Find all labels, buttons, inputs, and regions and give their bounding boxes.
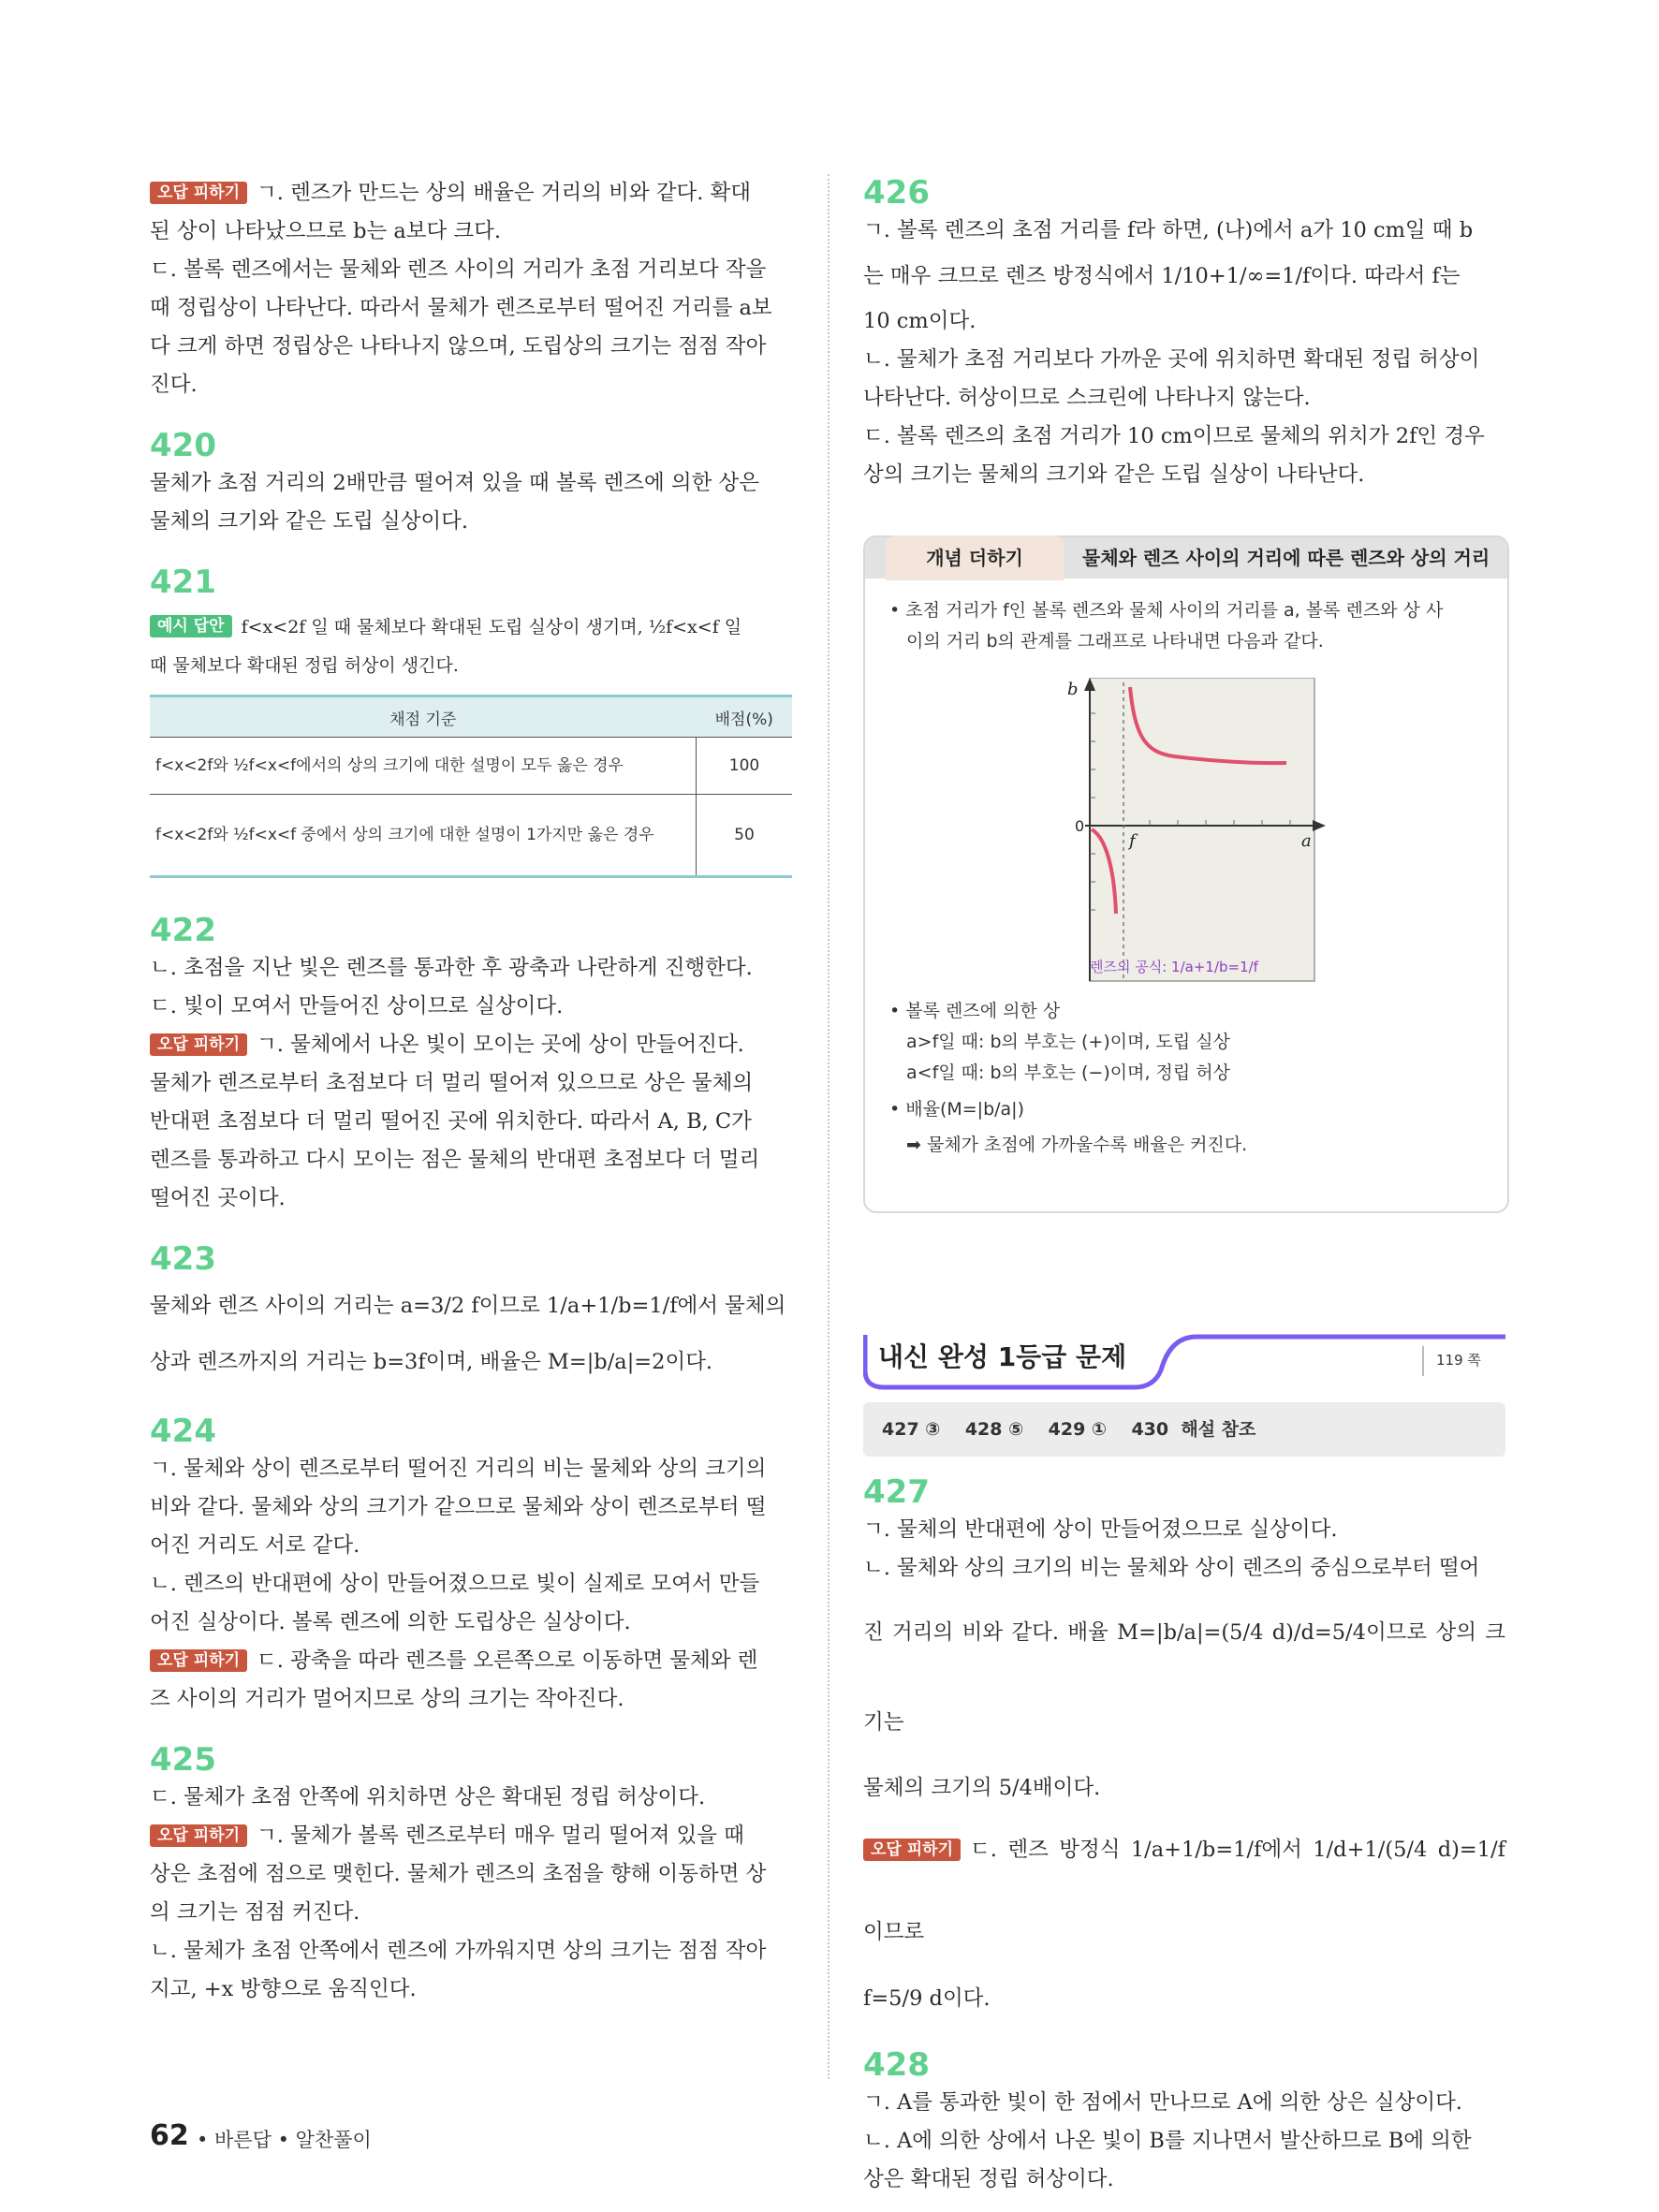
question-number: 423: [150, 1240, 216, 1278]
left-column: [150, 174, 792, 2009]
avoid-wrong-tag: 오답 피하기: [150, 182, 247, 204]
question-number: 422: [150, 912, 216, 949]
page-footer-text: • 바른답 • 알찬풀이: [197, 2129, 372, 2151]
avoid-wrong-tag: 오답 피하기: [150, 1033, 247, 1056]
avoid-wrong-tag: 오답 피하기: [863, 1838, 961, 1861]
table-row: f<x<2f와 ½f<x<f 중에서 상의 크기에 대한 설명이 1가지만 옳은 경우 50: [150, 795, 792, 877]
origin-label: 0: [1075, 817, 1085, 835]
table-header: 채점 기준: [150, 696, 697, 738]
right-column-bottom: [863, 1473, 1505, 2199]
answer-428: 428 ㄱ. A를 통과한 빛이 한 점에서 만나므로 A에 의한 상은 실상이다. ㄴ. A에 의한 상에서 나온 빛이 B를 지나면서 발산하므로 B에 의한 상은 확대된 정립 허상이다.: [863, 2046, 1505, 2199]
naesin-title: 내신 완성 1등급 문제: [878, 1341, 1127, 1372]
avoid-wrong-tag: 오답 피하기: [150, 1649, 247, 1672]
question-number: 427: [863, 1473, 930, 1511]
page-number: 62: [150, 2119, 189, 2152]
x-axis-arrow: [1313, 820, 1326, 831]
lens-distance-graph: [1034, 678, 1352, 987]
question-number: 428: [863, 2046, 930, 2084]
x-axis-label: a: [1301, 831, 1312, 851]
question-number: 421: [150, 564, 216, 601]
focus-label: f: [1129, 831, 1136, 851]
question-number: 424: [150, 1413, 216, 1450]
answer-422: 422 ㄴ. 초점을 지난 빛은 렌즈를 통과한 후 광축과 나란하게 진행한다. ㄷ. 빛이 모여서 만들어진 상이므로 실상이다. 오답 피하기 ㄱ. 물체에서 나온 빛이 모이는 곳에 상이 만들어진다. 물체가 렌즈로부터 초점보다 더 멀리 떨어져 있으므로 상은 물체의 반대편 초점보다 더 멀리 떨어진 곳에 위치한다. 따라서 A, B, C가 렌즈를 통과하고 다시 모이는 점은 물체의 반대편 초점보다 더 멀리 떨어진 곳이다.: [150, 912, 792, 1218]
answer-419-tail: 오답 피하기 ㄱ. 렌즈가 만드는 상의 배율은 거리의 비와 같다. 확대 된 상이 나타났으므로 b는 a보다 크다. ㄷ. 볼록 렌즈에서는 물체와 렌즈 사이의 거리가 초점 거리보다 작을 때 정립상이 나타난다. 따라서 물체가 렌즈로부터 떨어진 거리를 a보 다 크게 하면 정립상은 나타나지 않으며, 도립상의 크기는 점점 작아 진다.: [150, 181, 772, 397]
answer-426: 426 ㄱ. 볼록 렌즈의 초점 거리를 f라 하면, (나)에서 a가 10 cm일 때 b 는 매우 크므로 렌즈 방정식에서 1/10+1/∞=1/f이다. 따라서 f는 10 cm이다. ㄴ. 물체가 초점 거리보다 가까운 곳에 위치하면 확대된 정립 허상이 나타난다. 허상이므로 스크린에 나타나지 않는다. ㄷ. 볼록 렌즈의 초점 거리가 10 cm이므로 물체의 위치가 2f인 경우 상의 크기는 물체의 크기와 같은 도립 실상이 나타난다.: [863, 174, 1505, 494]
concept-box: [863, 535, 1509, 1213]
y-axis-label: b: [1067, 680, 1079, 699]
right-column-top: [863, 174, 1505, 494]
answer-423: 423 물체와 렌즈 사이의 거리는 a=3/2 f이므로 1/a+1/b=1/f에서 물체의 상과 렌즈까지의 거리는 b=3f이며, 배율은 M=|b/a|=2이다.: [150, 1240, 792, 1390]
naesin-page-ref: 119 쪽: [1436, 1352, 1481, 1369]
table-row: f<x<2f와 ½f<x<f에서의 상의 크기에 대한 설명이 모두 옳은 경우 100: [150, 738, 792, 795]
column-divider: [828, 174, 830, 2079]
concept-bullet-1: • 초점 거리가 f인 볼록 렌즈와 물체 사이의 거리를 a, 볼록 렌즈와 상 사 이의 거리 b의 관계를 그래프로 나타내면 다음과 같다.: [889, 600, 1444, 652]
table-header: 배점(%): [697, 696, 793, 738]
avoid-wrong-tag: 오답 피하기: [150, 1824, 247, 1847]
answer-key: 427 ③ 428 ⑤ 429 ① 430 해설 참조: [882, 1419, 1256, 1440]
concept-bullet-2: • 볼록 렌즈에 의한 상 a>f일 때: b의 부호는 (+)이며, 도립 실상 a<f일 때: b의 부호는 (−)이며, 정립 허상 • 배율(M=|b/a|) ➡ 물체가 초점에 가까울수록 배율은 커진다.: [889, 1001, 1248, 1155]
answer-425: 425 ㄷ. 물체가 초점 안쪽에 위치하면 상은 확대된 정립 허상이다. 오답 피하기 ㄱ. 물체가 볼록 렌즈로부터 매우 멀리 떨어져 있을 때 상은 초점에 점으로 맺힌다. 물체가 렌즈의 초점을 향해 이동하면 상 의 크기는 점점 커진다. ㄴ. 물체가 초점 안쪽에서 렌즈에 가까워지면 상의 크기는 점점 작아 지고, +x 방향으로 움직인다.: [150, 1741, 792, 2009]
answer-424: 424 ㄱ. 물체와 상이 렌즈로부터 떨어진 거리의 비는 물체와 상의 크기의 비와 같다. 물체와 상의 크기가 같으므로 물체와 상이 렌즈로부터 떨 어진 거리도 서로 같다. ㄴ. 렌즈의 반대편에 상이 만들어졌으므로 빛이 실제로 모여서 만들 어진 실상이다. 볼록 렌즈에 의한 도립상은 실상이다. 오답 피하기 ㄷ. 광축을 따라 렌즈를 오른쪽으로 이동하면 물체와 렌 즈 사이의 거리가 멀어지므로 상의 크기는 작아진다.: [150, 1413, 792, 1719]
question-number: 420: [150, 427, 216, 464]
question-number: 426: [863, 174, 930, 212]
question-number: 425: [150, 1741, 216, 1779]
answer-420: 420 물체가 초점 거리의 2배만큼 떨어져 있을 때 볼록 렌즈에 의한 상은 물체의 크기와 같은 도립 실상이다.: [150, 427, 792, 541]
answer-427: 427 ㄱ. 물체의 반대편에 상이 만들어졌으므로 실상이다. ㄴ. 물체와 상의 크기의 비는 물체와 상이 렌즈의 중심으로부터 떨어 진 거리의 비와 같다. 배율 M=|b/a|=(5/4 d)/d=5/4이므로 상의 크기는 물체의 크기의 5/4배이다. 오답 피하기 ㄷ. 렌즈 방정식 1/a+1/b=1/f에서 1/d+1/(5/4 d)=1/f이므로 f=5/9 d이다.: [863, 1473, 1505, 2011]
concept-title: 물체와 렌즈 사이의 거리에 따른 렌즈와 상의 거리: [1082, 547, 1490, 569]
naesin-section-header: [863, 1333, 1505, 1458]
example-answer-tag: 예시 답안: [150, 615, 232, 637]
concept-tag: 개념 더하기: [886, 535, 1064, 580]
answer-421: 421 예시 답안 f<x<2f 일 때 물체보다 확대된 도립 실상이 생기며, ½f<x<f 일 때 물체보다 확대된 정립 허상이 생긴다. 채점 기준 배점(%) f<x<2f와 ½f<x<f에서의 상의 크기에 대한 설명이 모두 옳은 경우 100 f<x<2f와 ½f<x<f 중에서 상의 크기에 대한 설명이 1가지만 옳은 경우 50: [150, 564, 792, 878]
grading-table: [150, 695, 792, 878]
lens-formula: 렌즈의 공식: 1/a+1/b=1/f: [1090, 959, 1258, 975]
